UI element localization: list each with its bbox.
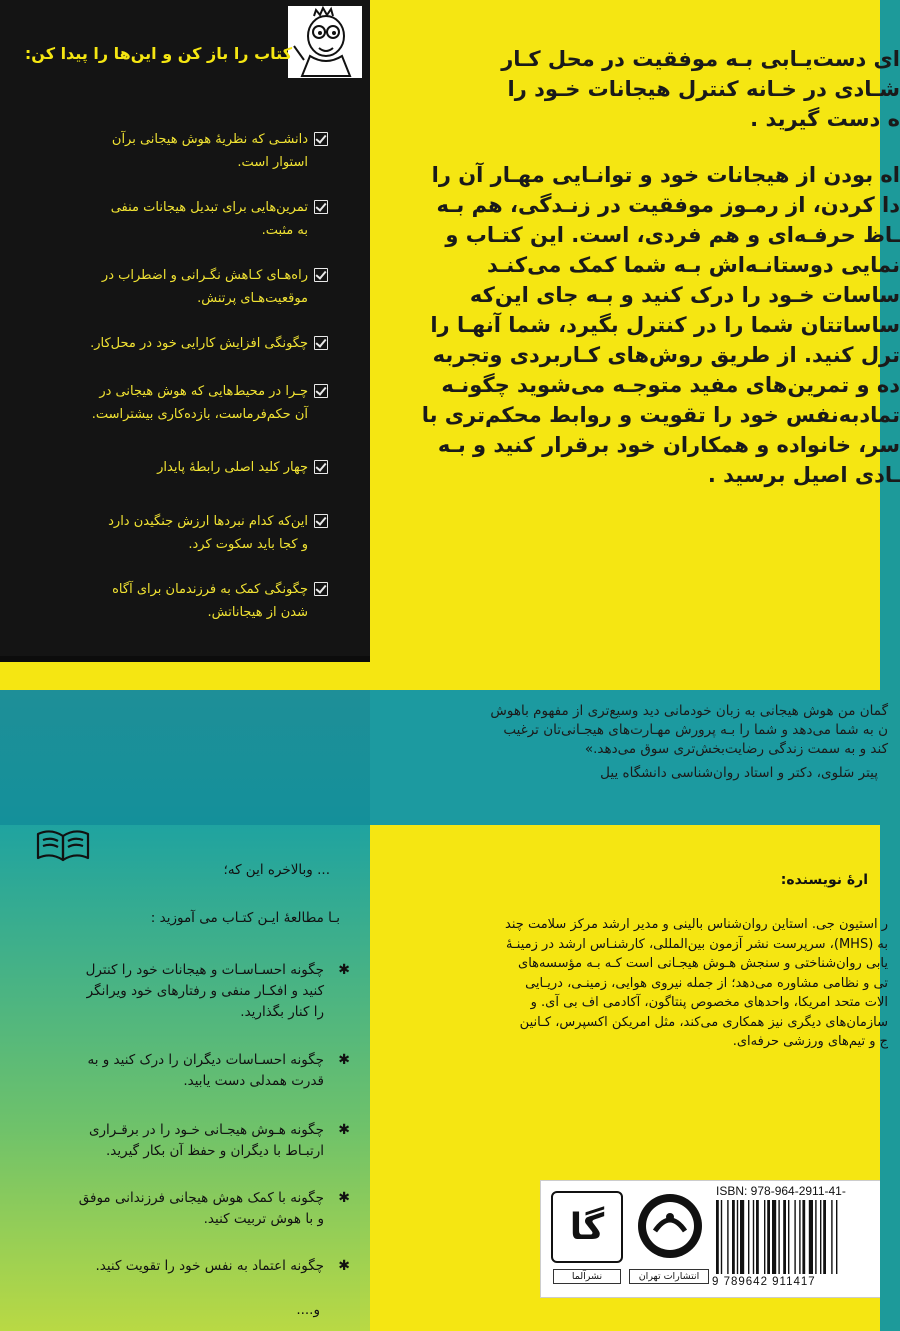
learn-etc: و....: [296, 1302, 320, 1318]
star-bullet-icon: ✱: [338, 1052, 350, 1068]
star-bullet-icon: ✱: [338, 1258, 350, 1274]
checklist-item-line1: این‌که کدام نبردها ارزش جنگیدن دارد: [108, 514, 308, 529]
quote-line: کند و به سمت زندگی رضایت‌بخش‌تری سوق می‌دهد.»: [584, 741, 888, 757]
learn-item-line: چگونه احسـاسـات و هیجانات خود را کنترل: [85, 962, 324, 978]
learn-item: [20, 1050, 350, 1092]
alma-logo-icon: گا: [551, 1191, 623, 1263]
author-line: تی و نظامی مشاوره می‌دهد؛ از جمله نیروی هوایی، زمینـی، دریـایی: [525, 975, 888, 991]
author-heading: ارهٔ نویسنده:: [780, 872, 868, 888]
author-line: یابی روان‌شناختی و سنجش هـوش هیجـانی است کـه بـه مؤسسه‌های: [518, 956, 888, 971]
author-line: سازمان‌های دیگری نیز همکاری می‌کند، مثل امریکن اکسپرس، کـانین: [519, 1014, 888, 1030]
author-line: ج و تیم‌های ورزشی حرفه‌ای.: [732, 1034, 888, 1049]
main-description: [380, 44, 900, 500]
endorsement-quote: [388, 702, 888, 759]
checklist-item: [30, 578, 328, 624]
main-line: نمایی دوستانـه‌اش بـه شما کمک می‌کنـد: [487, 253, 900, 277]
tehran-logo-icon: [635, 1191, 705, 1261]
checklist-item-line1: چهار کلید اصلی رابطهٔ پایدار: [157, 460, 308, 475]
learn-item: [20, 960, 350, 1023]
checklist-item: [30, 332, 328, 355]
main-line: ترل کنید. از طریق روش‌های کـاربردی وتجربه: [432, 343, 900, 367]
learn-subtitle: بـا مطالعهٔ ایـن کتـاب می آموزید :: [150, 910, 340, 926]
checklist-item-line1: چـرا در محیط‌هایی که هوش هیجانی در: [99, 384, 308, 399]
checkbox-icon: [314, 514, 328, 528]
checklist-item-line1: راه‌هـای کـاهش نگـرانی و اضطراب در: [101, 268, 308, 283]
main-paragraph-1: [380, 44, 900, 134]
checklist-item-line1: چگونگی کمک به فرزندمان برای آگاه: [112, 582, 308, 597]
author-line: الات متحد امریکا، واحدهای مخصوص پنتاگون، آکادمی اف بی آی. و: [530, 995, 888, 1010]
main-line: شـادی در خـانه کنترل هیجانات خـود را: [507, 77, 900, 101]
quote-line: گمان من هوش هیجانی به زبان خودمانی دید وسیع‌تری از مفهوم باهوش: [490, 703, 888, 719]
barcode-icon: [712, 1200, 880, 1278]
star-bullet-icon: ✱: [338, 1122, 350, 1138]
learn-item: [20, 1256, 350, 1277]
checkbox-icon: [314, 582, 328, 596]
learn-item-line: قدرت همدلی دست یابید.: [183, 1073, 324, 1089]
learn-item: [20, 1120, 350, 1162]
learn-item-line: ارتبـاط با دیگران و حفظ آن بکار گیرید.: [105, 1143, 324, 1159]
checklist-item: [30, 264, 328, 310]
checklist-item-line1: تمرین‌هایی برای تبدیل هیجانات منفی: [110, 200, 308, 215]
learn-item-line: چگونه اعتماد به نفس خود را تقویت کنید.: [95, 1258, 324, 1274]
tehran-caption: انتشارات تهران: [629, 1269, 709, 1284]
star-bullet-icon: ✱: [338, 962, 350, 978]
quote-author: پیتر سَلوی، دکتر و استاد روان‌شناسی دانشگاه ییل: [600, 765, 878, 781]
checklist-item: [30, 380, 328, 426]
quote-band-left: [0, 690, 370, 825]
alma-caption: نشرآلما: [553, 1269, 621, 1284]
checklist-item: [30, 128, 328, 174]
checklist-item-line2: آن حکم‌فرماست، بازده‌کاری بیشتراست.: [91, 407, 308, 422]
learn-item-line: کنید و افکـار منفی و رفتارهای خود ویرانگر: [86, 983, 324, 999]
main-paragraph-2: [380, 160, 900, 490]
checklist-item-line1: چگونگی افزایش کارایی خود در محل‌کار.: [90, 336, 308, 351]
author-line: به (MHS)، سرپرست نشر آزمون بین‌المللی، کارشنـاس ارشد در زمینـهٔ: [506, 936, 888, 952]
checkbox-icon: [314, 336, 328, 350]
checkbox-icon: [314, 268, 328, 282]
main-line: تمادبه‌نفس خود را تقویت و روابط محکم‌تری با: [421, 403, 900, 427]
learn-item-line: چگونه با کمک هوش هیجانی فرزندانی موفق: [78, 1190, 324, 1206]
main-line: ساساتتان شما را در کنترل بگیرد، شما آنهـا را: [430, 313, 900, 337]
checklist-item-line2: موقعیت‌هـای پرتنش.: [197, 291, 308, 306]
main-line: سر، خانواده و همکاران خود برقرار کنید و بـه: [437, 433, 900, 457]
checklist-item-line2: شدن از هیجاناتش.: [207, 605, 308, 620]
dummies-mascot-icon: [288, 6, 362, 78]
learn-item-line: چگونه هـوش هیجـانی خـود را در برقـراری: [88, 1122, 324, 1138]
finally-intro: ... وبالاخره این که؛: [223, 862, 330, 878]
learn-item-line: چگونه احسـاسات دیگران را درک کنید و به: [87, 1052, 324, 1068]
main-line: ه دست گیرید .: [750, 107, 900, 131]
quote-line: ن به شما می‌دهد و شما را بـه پرورش مهـارت‌های هیجـانی‌تان ترغیب: [503, 722, 888, 738]
checklist-item-line2: استوار است.: [237, 155, 308, 170]
main-line: اه بودن از هیجانات خود و توانـایی مهـار آن را: [431, 163, 900, 187]
checklist-item-line2: و کجا باید سکوت کرد.: [188, 537, 308, 552]
author-bio: [388, 915, 888, 1052]
star-bullet-icon: ✱: [338, 1190, 350, 1206]
main-line: دا کردن، از رمـوز موفقیت در زنـدگی، هم بـه: [436, 193, 900, 217]
checklist-header: کتاب را باز کن و این‌ها را پیدا کن:: [24, 44, 292, 63]
author-line: ر استیون جی. استاین روان‌شناس بالینی و مدیر ارشد مرکز سلامت چند: [505, 917, 888, 932]
main-line: ساسات خـود را درک کنید و بـه جای این‌که: [469, 283, 900, 307]
main-line: ـاظ حرفـه‌ای و هم فردی، است. این کتـاب و: [445, 223, 900, 247]
checkbox-icon: [314, 132, 328, 146]
barcode-number: 9 789642 911417: [712, 1276, 816, 1288]
checklist-item-line2: به مثبت.: [261, 223, 308, 238]
checkbox-icon: [314, 460, 328, 474]
main-line: ای دست‌یـابی بـه موفقیت در محل کـار: [501, 47, 900, 71]
checklist-item: [30, 196, 328, 242]
checklist-item-line1: دانشـی که نظریهٔ هوش هیجانی برآن: [111, 132, 308, 147]
checkbox-icon: [314, 384, 328, 398]
checklist-item: [30, 456, 328, 479]
learn-item-line: و با هوش تربیت کنید.: [203, 1211, 324, 1227]
learn-item: [20, 1188, 350, 1230]
learn-item-line: را کنار بگذارید.: [240, 1004, 324, 1020]
open-book-icon: [34, 828, 92, 864]
checklist-item: [30, 510, 328, 556]
main-line: ـادی اصیل برسید .: [707, 463, 900, 487]
publisher-logos: [540, 1180, 715, 1298]
checkbox-icon: [314, 200, 328, 214]
main-line: ده و تمرین‌های مفید متوجـه می‌شوید چگونـه: [441, 373, 900, 397]
isbn-label: ISBN: 978-964-2911-41-: [716, 1184, 846, 1198]
checklist-panel: [0, 0, 370, 662]
